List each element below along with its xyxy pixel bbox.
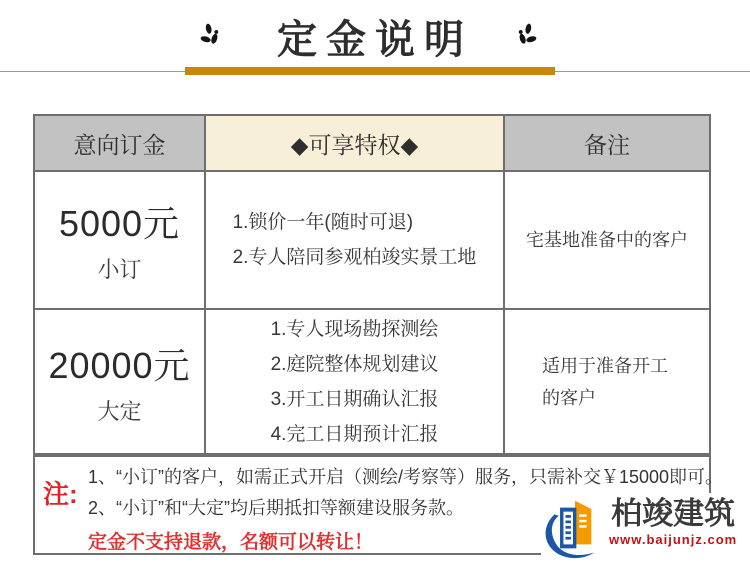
title-underline-bar (185, 67, 555, 75)
privilege-item: 2.庭院整体规划建议 (270, 353, 439, 375)
privilege-item: 1.锁价一年(随时可退) (232, 212, 414, 233)
deposit-table (33, 114, 711, 455)
deposit-tier: 大定 (97, 398, 142, 424)
note-item: 1、“小订”的客户，如需正式开启（测绘/考察等）服务，只需补交￥15000即可。 (88, 467, 724, 487)
table-row-large-deposit-privileges (206, 310, 505, 453)
note-highlight: 定金不支持退款，名额可以转让！ (88, 532, 374, 553)
privilege-item: 4.完工日期预计汇报 (270, 423, 439, 445)
table-row-large-deposit-amount (35, 310, 206, 453)
privilege-item: 1.专人现场勘探测绘 (270, 318, 439, 340)
flower-icon (199, 21, 221, 49)
table-row-small-deposit-remark (505, 172, 709, 310)
building-logo-icon (541, 493, 609, 563)
deposit-tier: 小订 (97, 257, 142, 282)
deposit-amount: 5000元 (58, 203, 181, 244)
privilege-item: 2.专人陪同参观柏竣实景工地 (232, 247, 477, 268)
column-header-remark: 备注 (505, 116, 709, 172)
column-header-privileges: ◆可享特权◆ (206, 116, 505, 172)
table-row-small-deposit-amount (35, 172, 206, 310)
deposit-amount: 20000元 (48, 344, 191, 386)
note-item: 2、“小订”和“大定”均后期抵扣等额建设服务款。 (88, 498, 464, 518)
flower-icon (516, 21, 538, 49)
column-header-deposit: 意向订金 (35, 116, 206, 172)
note-label: 注: (43, 479, 78, 509)
table-row-large-deposit-remark (505, 310, 709, 453)
page-title: 定金说明 (277, 18, 473, 62)
privilege-item: 3.开工日期确认汇报 (270, 388, 439, 410)
company-website: www.baijunjz.com (609, 532, 738, 547)
remark-text: 宅基地准备中的客户 (526, 230, 688, 250)
company-name: 柏竣建筑 (611, 496, 736, 531)
table-row-small-deposit-privileges (206, 172, 505, 310)
remark-text: 适用于准备开工的客户 (542, 355, 668, 408)
company-logo (541, 493, 742, 565)
